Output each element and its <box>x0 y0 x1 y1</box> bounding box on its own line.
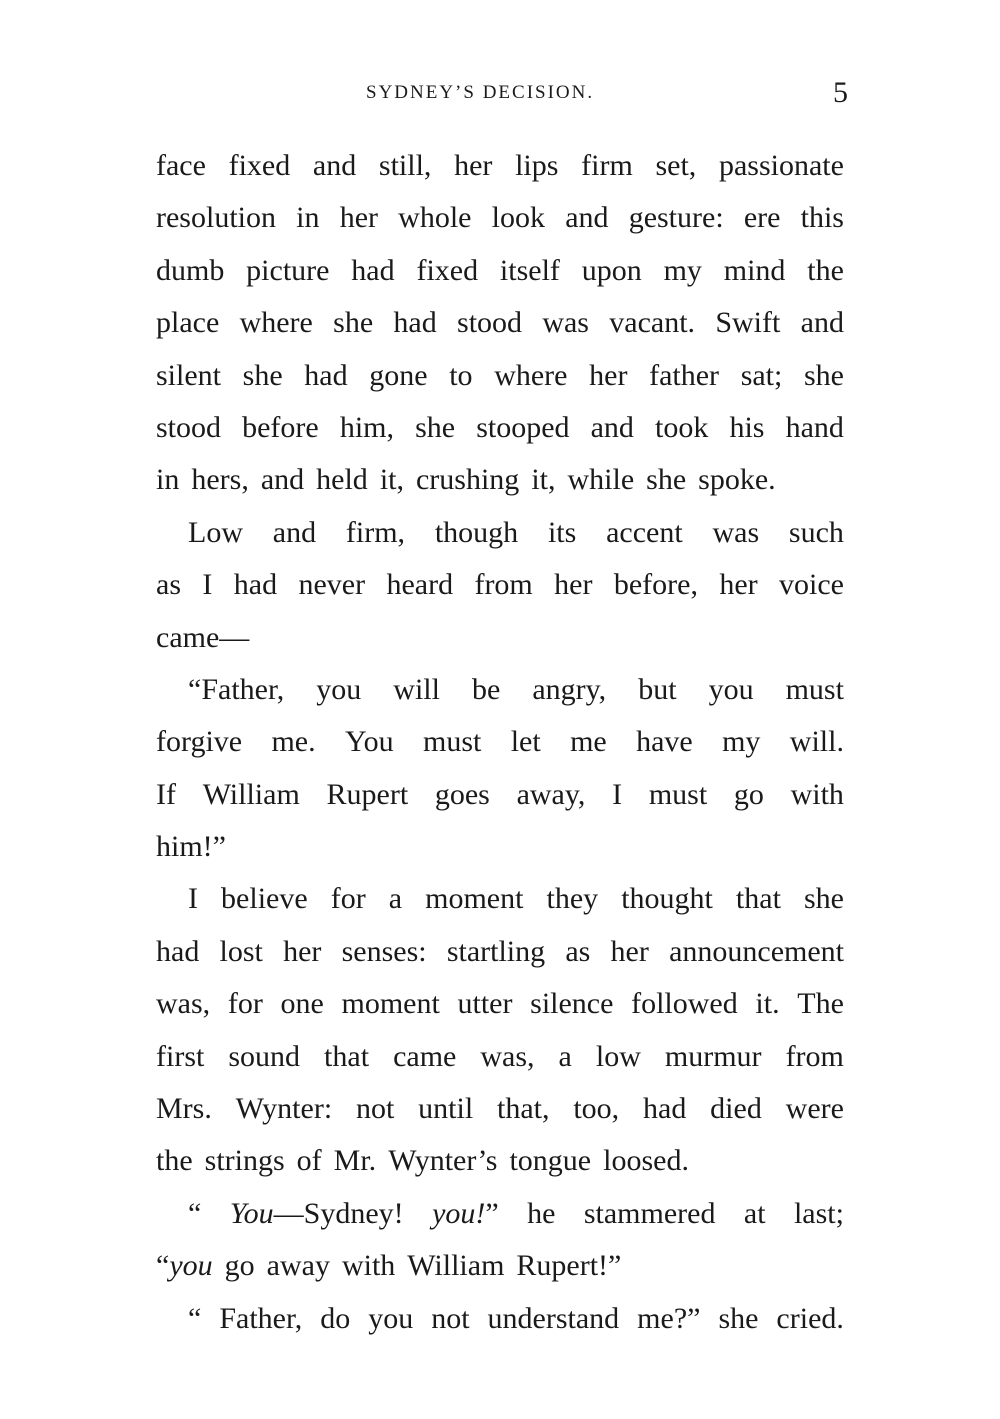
running-title: SYDNEY’S DECISION. <box>366 82 595 103</box>
text-line: resolution in her whole look and gesture: ere this <box>156 201 844 235</box>
running-head <box>156 76 848 112</box>
text-line: silent she had gone to where her father sat; she <box>156 358 844 392</box>
text-line: “ Father, do you not understand me?” she cried. <box>188 1301 844 1335</box>
text-line: as I had never heard from her before, her voice <box>156 568 844 602</box>
text-line: had lost her senses: startling as her announcement <box>156 934 844 968</box>
text-line: first sound that came was, a low murmur from <box>156 1039 844 1073</box>
page-number: 5 <box>833 76 848 109</box>
text-line: I believe for a moment they thought that she <box>188 882 844 916</box>
text-line: face fixed and still, her lips firm set, passionate <box>156 149 844 182</box>
text-line: place where she had stood was vacant. Swift and <box>156 306 844 340</box>
text-line: him!” <box>156 830 226 864</box>
text-line: in hers, and held it, crushing it, while she spoke. <box>156 463 776 497</box>
text-line: “you go away with William Rupert!” <box>156 1249 622 1283</box>
text-line: was, for one moment utter silence followed it. The <box>156 987 844 1021</box>
text-line: stood before him, she stooped and took his hand <box>156 410 844 444</box>
body-text <box>156 140 844 1345</box>
text-line: the strings of Mr. Wynter’s tongue loosed. <box>156 1144 689 1178</box>
text-line: If William Rupert goes away, I must go with <box>156 777 844 811</box>
text-line: dumb picture had fixed itself upon my mind the <box>156 253 844 287</box>
text-line: Low and firm, though its accent was such <box>188 515 844 549</box>
text-line: “Father, you will be angry, but you must <box>188 672 844 706</box>
text-line: forgive me. You must let me have my will. <box>156 725 844 759</box>
text-line: Mrs. Wynter: not until that, too, had died were <box>156 1092 844 1126</box>
text-line: “ You—Sydney! you!” he stammered at last; <box>188 1196 844 1230</box>
text-line: came— <box>156 620 250 654</box>
